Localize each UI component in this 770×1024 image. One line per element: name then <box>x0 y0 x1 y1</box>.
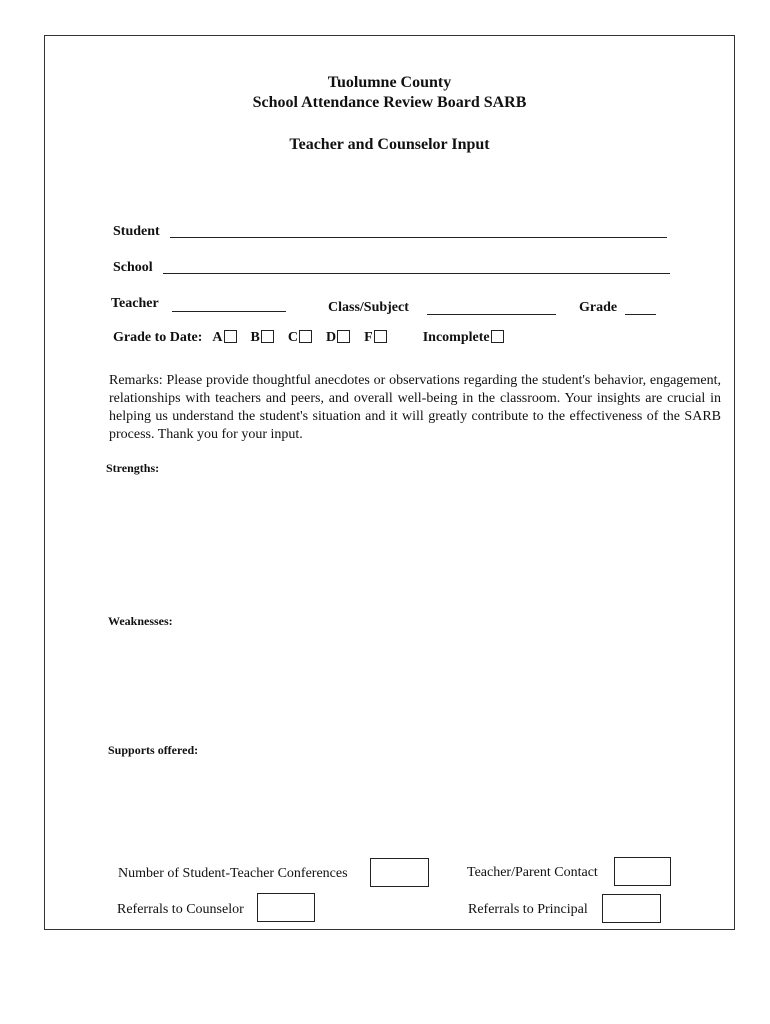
student-label: Student <box>113 224 160 239</box>
grade-f-checkbox[interactable] <box>374 330 387 343</box>
conferences-label: Number of Student-Teacher Conferences <box>118 866 348 881</box>
grade-c-label: C <box>287 330 299 345</box>
grade-option-incomplete[interactable] <box>423 330 504 345</box>
incomplete-label: Incomplete <box>422 330 490 345</box>
incomplete-checkbox[interactable] <box>491 330 504 343</box>
principal-label: Referrals to Principal <box>468 902 588 917</box>
grade-d-checkbox[interactable] <box>337 330 350 343</box>
grade-f-label: F <box>364 330 373 345</box>
grade-option-c[interactable] <box>288 330 312 345</box>
counselor-label: Referrals to Counselor <box>117 902 244 917</box>
principal-box[interactable] <box>602 894 661 923</box>
grade-field[interactable] <box>625 314 656 315</box>
counselor-box[interactable] <box>257 893 315 922</box>
school-label: School <box>113 260 153 275</box>
strengths-label: Strengths: <box>106 461 160 475</box>
grade-option-d[interactable] <box>326 330 350 345</box>
supports-label: Supports offered: <box>108 743 199 757</box>
strengths-area[interactable] <box>106 481 726 611</box>
grade-c-checkbox[interactable] <box>299 330 312 343</box>
parent-contact-box[interactable] <box>614 857 671 886</box>
remarks-text: Remarks: Please provide thoughtful anecdotes or observations regarding the student's behavior, engagement, relationships with teachers and peers, and overall well-being in the classroom. Your insights are crucial in helping us understand the student's situation and it will greatly contribute to the effectiveness of the SARB process. Thank you for your input. <box>109 373 721 442</box>
grade-b-checkbox[interactable] <box>261 330 274 343</box>
conferences-box[interactable] <box>370 858 429 887</box>
grade-label: Grade <box>579 300 618 315</box>
grade-option-f[interactable] <box>364 330 387 345</box>
teacher-label: Teacher <box>111 296 159 311</box>
class-subject-label: Class/Subject <box>328 300 409 315</box>
grade-d-label: D <box>326 330 337 345</box>
parent-contact-label: Teacher/Parent Contact <box>467 865 598 880</box>
teacher-field[interactable] <box>172 311 286 312</box>
weaknesses-label: Weaknesses: <box>108 614 173 628</box>
board-title: School Attendance Review Board SARB <box>252 94 527 111</box>
grade-a-checkbox[interactable] <box>224 330 237 343</box>
weaknesses-area[interactable] <box>108 634 728 739</box>
form-subtitle: Teacher and Counselor Input <box>289 136 490 153</box>
supports-area[interactable] <box>108 763 728 853</box>
grade-option-a[interactable] <box>212 330 236 345</box>
school-field[interactable] <box>163 273 670 274</box>
grade-to-date-row <box>113 330 504 346</box>
grade-option-b[interactable] <box>251 330 274 345</box>
grade-b-label: B <box>250 330 260 345</box>
class-subject-field[interactable] <box>427 314 556 315</box>
grade-a-label: A <box>212 330 223 345</box>
student-field[interactable] <box>170 237 667 238</box>
form-page <box>44 35 735 930</box>
county-title: Tuolumne County <box>327 74 452 91</box>
grade-to-date-label: Grade to Date: <box>113 330 203 345</box>
